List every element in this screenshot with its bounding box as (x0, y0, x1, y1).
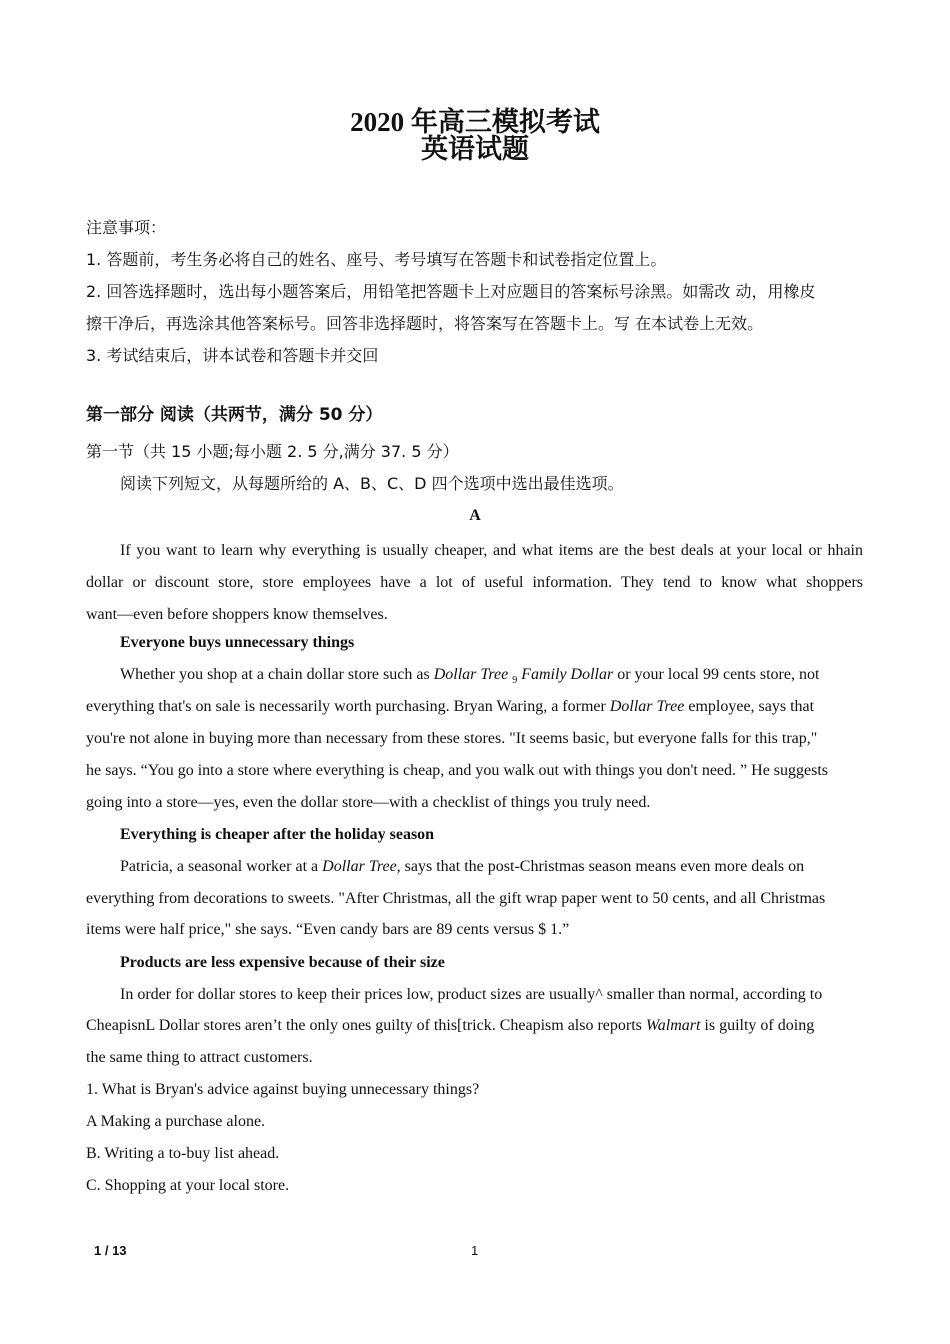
question-1-stem: 1. What is Bryan's advice against buying unnecessary things? (86, 1081, 480, 1098)
passage-line: you're not alone in buying more than necessary from these stores. "It seems basic, but everyone falls for this trap," (86, 730, 818, 747)
passage-line: want—even before shoppers know themselves. (86, 606, 388, 623)
passage-line: everything from decorations to sweets. "After Christmas, all the gift wrap paper went to 50 cents, and all Christmas (86, 890, 826, 907)
notes-item-3: 3. 考试结束后，讲本试卷和答题卡并交回 (86, 346, 379, 365)
notes-item-2-cont: 擦干净后，再选涂其他答案标号。回答非选择题时，将答案写在答题卡上。写 在本试卷上无效。 (86, 314, 764, 333)
passage-line: everything that's on sale is necessarily worth purchasing. Bryan Waring, a former Dollar Tree employee, says that (86, 698, 815, 715)
passage-line: going into a store—yes, even the dollar store—with a checklist of things you truly need. (86, 794, 651, 811)
question-1-option-a: A Making a purchase alone. (86, 1113, 266, 1130)
instruction: 阅读下列短文，从每题所给的 A、B、C、D 四个选项中选出最佳选项。 (120, 474, 624, 493)
subheading-2: Everything is cheaper after the holiday season (120, 826, 435, 843)
exam-subtitle: 英语试题 (421, 134, 529, 164)
passage-line: he says. “You go into a store where everything is cheap, and you walk out with things you don't need. ” He suggests (86, 762, 829, 779)
passage-line: In order for dollar stores to keep their prices low, product sizes are usually^ smaller than normal, according to (120, 986, 823, 1003)
notes-heading: 注意事项： (86, 218, 167, 237)
page-indicator: 1 / 13 (94, 1243, 127, 1258)
passage-line: CheapisnL Dollar stores aren’t the only ones guilty of this[trick. Cheapism also reports Walmart is guilty of doing (86, 1017, 815, 1034)
subheading-3: Products are less expensive because of their size (120, 954, 445, 971)
passage-line: dollar or discount store, store employees have a lot of useful information. They tend to know what shoppers (86, 574, 863, 591)
passage-line: If you want to learn why everything is usually cheaper, and what items are the best deals at your local or hhain (120, 542, 863, 559)
passage-line: the same thing to attract customers. (86, 1049, 313, 1066)
exam-title: 2020 年高三模拟考试 (350, 107, 600, 137)
passage-label: A (469, 507, 481, 524)
subheading-1: Everyone buys unnecessary things (120, 634, 355, 651)
question-1-option-c: C. Shopping at your local store. (86, 1177, 290, 1194)
passage-line: Patricia, a seasonal worker at a Dollar Tree, says that the post-Christmas season means even more deals on (120, 858, 805, 875)
notes-item-2: 2. 回答选择题时，选出每小题答案后，用铅笔把答题卡上对应题目的答案标号涂黑。如需改 动，用橡皮 (86, 282, 816, 301)
notes-item-1: 1. 答题前，考生务必将自己的姓名、座号、考号填写在答题卡和试卷指定位置上。 (86, 250, 667, 269)
section1-heading: 第一节（共 15 小题;每小题 2. 5 分,满分 37. 5 分） (86, 442, 459, 461)
passage-line: Whether you shop at a chain dollar store such as Dollar Tree $_9$ Family Dollar or your local 99 cents store, not (120, 666, 820, 686)
passage-line: items were half price," she says. “Even candy bars are 89 cents versus $ 1.” (86, 921, 570, 938)
part1-heading: 第一部分 阅读（共两节，满分 50 分） (86, 405, 383, 425)
question-1-option-b: B. Writing a to-buy list ahead. (86, 1145, 280, 1162)
page-number: 1 (471, 1243, 479, 1258)
